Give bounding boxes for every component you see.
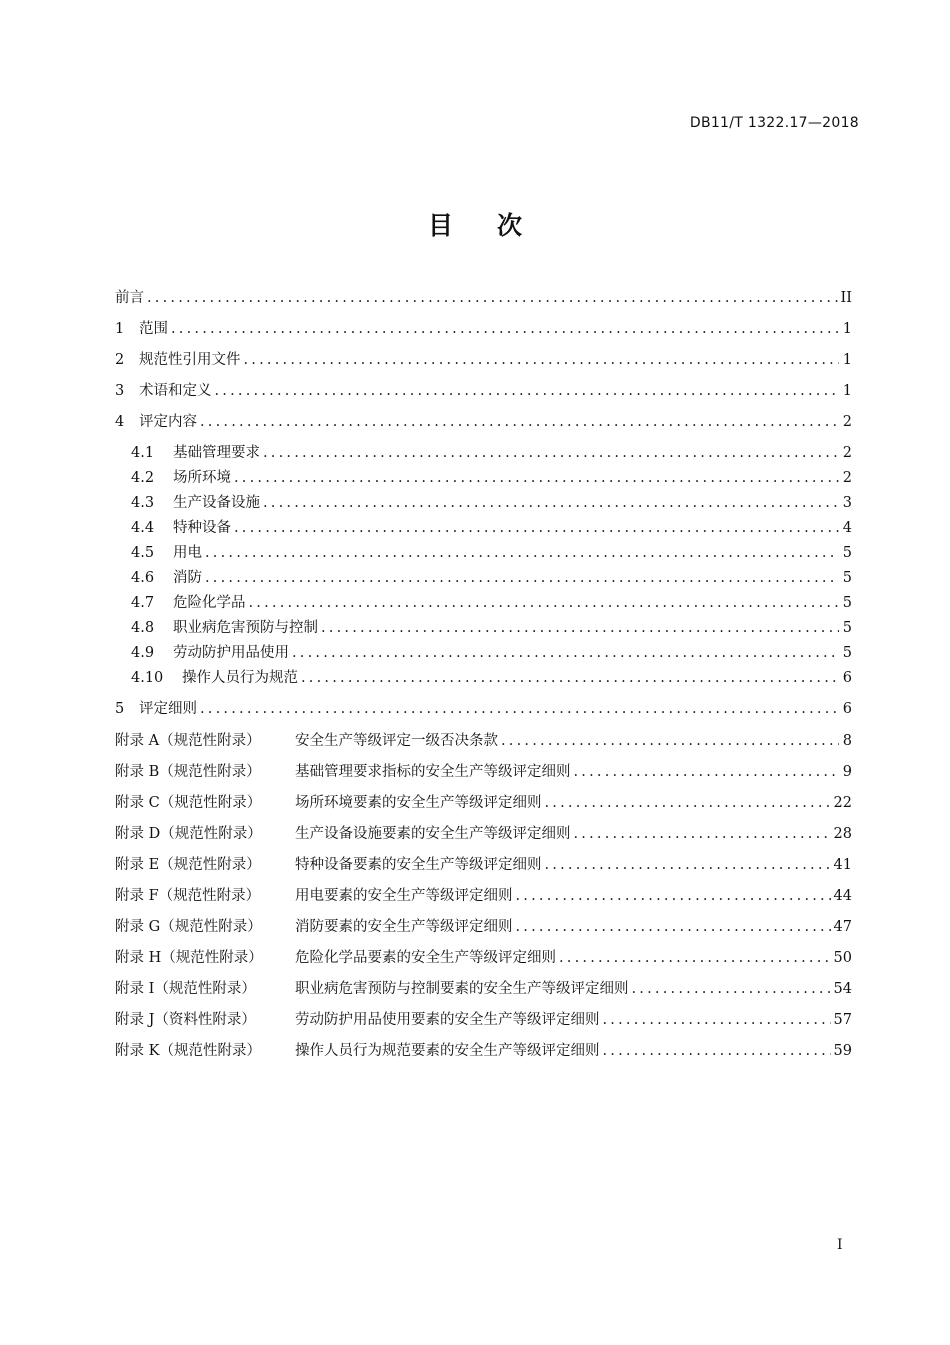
toc-leader	[321, 617, 839, 639]
toc-page: 5	[842, 595, 852, 611]
toc-entry-3[interactable]	[115, 380, 852, 402]
appendix-prefix: 附录 I（规范性附录）	[115, 981, 256, 997]
toc-page: 3	[842, 495, 852, 511]
toc-number: 4.3	[131, 495, 155, 511]
toc-label: 评定内容	[139, 414, 197, 430]
toc-entry-4-1[interactable]	[131, 442, 852, 464]
toc-entry-5[interactable]	[115, 698, 852, 720]
toc-page: 1	[842, 321, 852, 337]
toc-leader	[574, 823, 831, 845]
toc-number: 4.9	[131, 645, 155, 661]
toc-entry-foreword[interactable]	[115, 287, 852, 309]
document-code: DB11/T 1322.17—2018	[689, 115, 859, 131]
toc-number: 2	[115, 352, 125, 368]
toc-page: 2	[842, 470, 852, 486]
toc-page: 5	[842, 545, 852, 561]
toc-page: II	[840, 290, 852, 306]
toc-page: 2	[842, 445, 852, 461]
appendix-prefix: 附录 D（规范性附录）	[115, 826, 262, 842]
toc-label: 消防	[173, 570, 202, 586]
toc-leader	[574, 761, 840, 783]
toc-label: 术语和定义	[139, 383, 212, 399]
toc-number: 4.1	[131, 445, 155, 461]
toc-label: 生产设备设施要素的安全生产等级评定细则	[295, 826, 571, 842]
toc-label: 安全生产等级评定一级否决条款	[295, 733, 498, 749]
toc-leader	[263, 442, 839, 464]
footer-page-number: I	[837, 1237, 843, 1253]
appendix-prefix: 附录 A（规范性附录）	[115, 733, 261, 749]
toc-page: 41	[833, 857, 852, 873]
toc-entry-appendix-d[interactable]	[115, 823, 852, 845]
toc-leader	[171, 318, 839, 340]
toc-page: 2	[842, 414, 852, 430]
toc-label: 前言	[115, 290, 144, 306]
toc-leader	[559, 947, 831, 969]
toc-label: 场所环境要素的安全生产等级评定细则	[295, 795, 542, 811]
toc-label: 基础管理要求	[173, 445, 260, 461]
toc-label: 危险化学品	[173, 595, 246, 611]
toc-entry-4-5[interactable]	[131, 542, 852, 564]
toc-entry-appendix-k[interactable]	[115, 1040, 852, 1062]
toc-page: 59	[833, 1043, 852, 1059]
toc-entry-4-2[interactable]	[131, 467, 852, 489]
toc-entry-4-7[interactable]	[131, 592, 852, 614]
toc-label: 操作人员行为规范	[182, 670, 298, 686]
toc-leader	[147, 287, 838, 309]
appendix-prefix: 附录 K（规范性附录）	[115, 1043, 261, 1059]
toc-leader	[205, 567, 839, 589]
toc-label: 评定细则	[139, 701, 197, 717]
toc-leader	[200, 411, 839, 433]
toc-page: 6	[842, 670, 852, 686]
toc-entry-appendix-e[interactable]	[115, 854, 852, 876]
toc-page: 50	[833, 950, 852, 966]
toc-entry-appendix-j[interactable]	[115, 1009, 852, 1031]
toc-entry-appendix-b[interactable]	[115, 761, 852, 783]
toc-leader	[501, 730, 839, 752]
toc-number: 1	[115, 321, 125, 337]
appendix-prefix: 附录 B（规范性附录）	[115, 764, 261, 780]
appendix-prefix: 附录 C（规范性附录）	[115, 795, 262, 811]
toc-entry-4-3[interactable]	[131, 492, 852, 514]
toc-entry-2[interactable]	[115, 349, 852, 371]
toc-number: 4.4	[131, 520, 155, 536]
toc-label: 场所环境	[173, 470, 231, 486]
appendix-prefix: 附录 E（规范性附录）	[115, 857, 261, 873]
toc-entry-4-6[interactable]	[131, 567, 852, 589]
toc-page: 47	[833, 919, 852, 935]
toc-number: 4	[115, 414, 125, 430]
appendix-prefix: 附录 F（规范性附录）	[115, 888, 261, 904]
toc-page: 57	[833, 1012, 852, 1028]
toc-number: 4.7	[131, 595, 155, 611]
toc-page: 54	[833, 981, 852, 997]
toc-leader	[205, 542, 839, 564]
appendix-prefix: 附录 J（资料性附录）	[115, 1012, 256, 1028]
toc-leader	[516, 916, 831, 938]
toc-number: 4.8	[131, 620, 155, 636]
toc-label: 特种设备	[173, 520, 231, 536]
toc-leader	[545, 854, 831, 876]
toc-label: 劳动防护用品使用要素的安全生产等级评定细则	[295, 1012, 600, 1028]
toc-entry-1[interactable]	[115, 318, 852, 340]
toc-entry-4-8[interactable]	[131, 617, 852, 639]
toc-number: 4.6	[131, 570, 155, 586]
toc-page: 1	[842, 383, 852, 399]
toc-entry-4-4[interactable]	[131, 517, 852, 539]
toc-entry-appendix-f[interactable]	[115, 885, 852, 907]
toc-leader	[603, 1040, 831, 1062]
toc-number: 3	[115, 383, 125, 399]
toc-leader	[545, 792, 831, 814]
toc-label: 危险化学品要素的安全生产等级评定细则	[295, 950, 556, 966]
toc-label: 规范性引用文件	[139, 352, 241, 368]
toc-leader	[301, 667, 839, 689]
toc-leader	[263, 492, 839, 514]
toc-leader	[234, 517, 839, 539]
toc-page: 22	[833, 795, 852, 811]
toc-page: 5	[842, 620, 852, 636]
toc-page: 28	[833, 826, 852, 842]
toc-label: 职业病危害预防与控制要素的安全生产等级评定细则	[295, 981, 629, 997]
toc-leader	[632, 978, 831, 1000]
toc-label: 操作人员行为规范要素的安全生产等级评定细则	[295, 1043, 600, 1059]
toc-leader	[244, 349, 840, 371]
toc-label: 特种设备要素的安全生产等级评定细则	[295, 857, 542, 873]
toc-label: 基础管理要求指标的安全生产等级评定细则	[295, 764, 571, 780]
toc-entry-4[interactable]	[115, 411, 852, 433]
toc-entry-appendix-a[interactable]	[115, 730, 852, 752]
toc-page: 8	[842, 733, 852, 749]
toc-leader	[234, 467, 839, 489]
toc-page: 1	[842, 352, 852, 368]
toc-number: 4.2	[131, 470, 155, 486]
toc-leader	[200, 698, 839, 720]
toc-page: 5	[842, 645, 852, 661]
appendix-prefix: 附录 G（规范性附录）	[115, 919, 262, 935]
toc-label: 消防要素的安全生产等级评定细则	[295, 919, 513, 935]
toc-leader	[603, 1009, 831, 1031]
toc-page: 5	[842, 570, 852, 586]
toc-entry-4-9[interactable]	[131, 642, 852, 664]
toc-page: 4	[842, 520, 852, 536]
toc-number: 5	[115, 701, 125, 717]
toc-label: 职业病危害预防与控制	[173, 620, 318, 636]
page-title	[0, 206, 950, 242]
toc-number: 4.10	[131, 670, 164, 686]
toc-entry-appendix-i[interactable]	[115, 978, 852, 1000]
toc-label: 用电要素的安全生产等级评定细则	[295, 888, 513, 904]
toc-leader	[215, 380, 840, 402]
toc-leader	[292, 642, 839, 664]
toc-page: 44	[833, 888, 852, 904]
toc-page: 6	[842, 701, 852, 717]
toc-leader	[516, 885, 831, 907]
toc-label: 劳动防护用品使用	[173, 645, 289, 661]
toc-label: 范围	[139, 321, 168, 337]
toc-entry-4-10[interactable]	[131, 667, 852, 689]
toc-label: 用电	[173, 545, 202, 561]
toc-page: 9	[842, 764, 852, 780]
toc-leader	[249, 592, 840, 614]
title-char-2: 次	[497, 211, 523, 240]
toc-number: 4.5	[131, 545, 155, 561]
toc-entry-appendix-g[interactable]	[115, 916, 852, 938]
toc-entry-appendix-c[interactable]	[115, 792, 852, 814]
title-char-1: 目	[427, 211, 453, 240]
appendix-prefix: 附录 H（规范性附录）	[115, 950, 263, 966]
toc-label: 生产设备设施	[173, 495, 260, 511]
toc-entry-appendix-h[interactable]	[115, 947, 852, 969]
